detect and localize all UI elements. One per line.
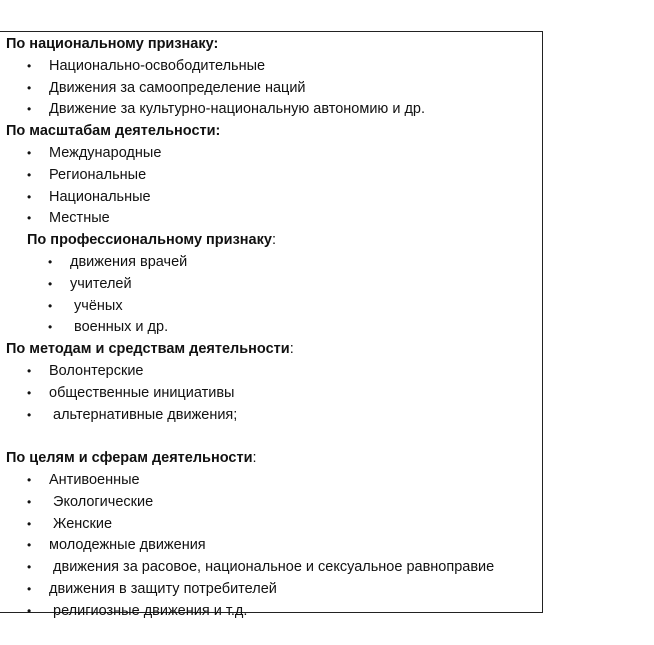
list-item: • движения в защиту потребителей (6, 579, 541, 601)
list-item: • учёных (6, 296, 541, 318)
section-heading-goals: По целям и сферам деятельности: (6, 450, 257, 467)
list-item: • Местные (6, 208, 541, 230)
list-item: • альтернативные движения; (6, 405, 541, 427)
section-heading-national: По национальному признаку: (6, 36, 219, 52)
list-professional (6, 252, 541, 339)
section-heading-scale: По масштабам деятельности: (6, 123, 221, 140)
bullet-icon: • (48, 276, 53, 291)
bullet-icon: • (27, 189, 32, 204)
list-item: • Женские (6, 514, 541, 536)
bullet-icon: • (27, 211, 32, 226)
bullet-icon: • (27, 102, 32, 117)
bullet-icon: • (27, 538, 32, 553)
list-national (6, 56, 541, 121)
list-item: • движения за расовое, национальное и сексуальное равноправие (6, 557, 541, 579)
bullet-icon: • (27, 385, 32, 400)
list-item: • Антивоенные (6, 470, 541, 492)
bullet-icon: • (27, 407, 32, 422)
section-heading-methods: По методам и средствам деятельности: (6, 341, 294, 358)
bullet-icon: • (48, 254, 53, 269)
bullet-icon: • (27, 472, 32, 487)
list-item: • Экологические (6, 492, 541, 514)
bullet-icon: • (27, 58, 32, 73)
bullet-icon: • (27, 167, 32, 182)
list-scale (6, 143, 541, 230)
list-item: • Движение за культурно-национальную автономию и др. (6, 99, 541, 121)
bullet-icon: • (27, 494, 32, 509)
list-goals (6, 470, 541, 623)
bullet-icon: • (27, 80, 32, 95)
list-item: • Региональные (6, 165, 541, 187)
list-item: • молодежные движения (6, 535, 541, 557)
bullet-icon: • (27, 581, 32, 596)
list-item: • движения врачей (6, 252, 541, 274)
list-item: • Национальные (6, 187, 541, 209)
bullet-icon: • (27, 145, 32, 160)
bullet-icon: • (48, 320, 53, 335)
list-item: • религиозные движения и т.д. (6, 601, 541, 623)
bullet-icon: • (27, 516, 32, 531)
bullet-icon: • (48, 298, 53, 313)
list-methods (6, 361, 541, 426)
list-item: • учителей (6, 274, 541, 296)
bullet-icon: • (27, 603, 32, 618)
list-item: • общественные инициативы (6, 383, 541, 405)
list-item: • Национально-освободительные (6, 56, 541, 78)
bullet-icon: • (27, 363, 32, 378)
list-item: • Волонтерские (6, 361, 541, 383)
bullet-icon: • (27, 560, 32, 575)
list-item: • Движения за самоопределение наций (6, 78, 541, 100)
list-item: • военных и др. (6, 317, 541, 339)
section-heading-professional: По профессиональному признаку: (27, 232, 276, 249)
list-item: • Международные (6, 143, 541, 165)
document-body (6, 34, 541, 623)
blank-line (6, 426, 541, 448)
